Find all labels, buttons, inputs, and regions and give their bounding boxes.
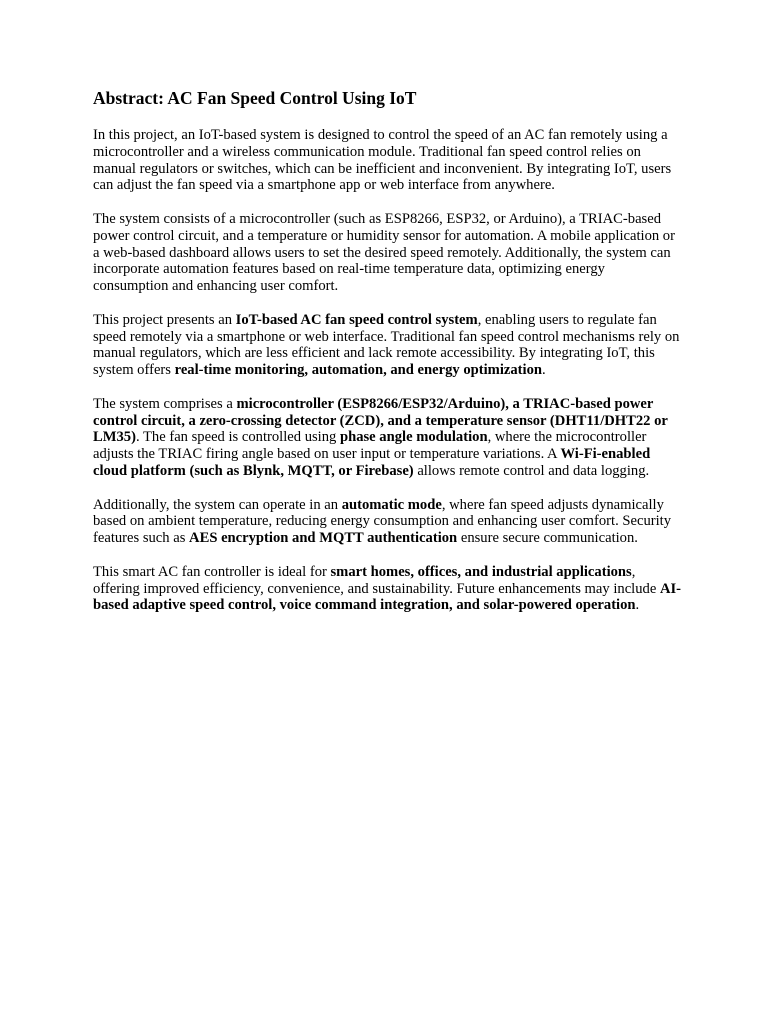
text-run: The system consists of a microcontroller (such as ESP8266, ESP32, or Arduino), a TRIAC-based power control circuit, and a temperature or humidity sensor for automation. A mobile application or a web-based dashboard allows users to set the desired speed remotely. Additionally, the system can incorporate automation features based on real-time temperature data, optimizing energy consumption and enhancing user comfort. [93, 210, 675, 295]
text-run: Additionally, the system can operate in an [93, 496, 342, 513]
bold-run: smart homes, offices, and industrial applications [330, 563, 632, 580]
paragraph-4 [93, 396, 683, 480]
paragraph-1 [93, 127, 683, 194]
bold-run: AES encryption and MQTT authentication [189, 530, 458, 547]
paragraph-2 [93, 211, 683, 295]
bold-run: phase angle modulation [339, 429, 488, 446]
text-run: The system comprises a [93, 395, 237, 412]
text-run: . [542, 362, 546, 379]
bold-run: AI-based adaptive speed control, voice command integration, and solar-powered operation [93, 580, 682, 614]
text-run: , where the microcontroller adjusts the TRIAC firing angle based on user input or temperature variations. A [93, 429, 647, 463]
document-page [93, 88, 683, 631]
document-title: Abstract: AC Fan Speed Control Using IoT [93, 88, 417, 108]
text-run: In this project, an IoT-based system is designed to control the speed of an AC fan remotely using a microcontroller and a wireless communication module. Traditional fan speed control relies on manual regulators or switches, which can be inefficient and inconvenient. By integrating IoT, users can adjust the fan speed via a smartphone app or web interface from anywhere. [93, 127, 672, 194]
bold-run: real-time monitoring, automation, and energy optimization [174, 362, 542, 379]
text-run: , where fan speed adjusts dynamically based on ambient temperature, reducing energy consumption and enhancing user comfort. Security features such as [93, 496, 672, 547]
bold-run: microcontroller (ESP8266/ESP32/Arduino), a TRIAC-based power control circuit, a zero-crossing detector (ZCD), and a temperature sensor (DHT11/DHT22 or LM35) [93, 395, 668, 446]
text-run: This smart AC fan controller is ideal for [93, 563, 331, 580]
text-run: . The fan speed is controlled using [135, 429, 340, 446]
bold-run: automatic mode [341, 496, 442, 513]
text-run: allows remote control and data logging. [413, 462, 650, 479]
bold-run: Wi-Fi-enabled cloud platform (such as Blynk, MQTT, or Firebase) [93, 446, 651, 479]
paragraph-3 [93, 312, 683, 379]
text-run: This project presents an [93, 311, 236, 328]
bold-run: IoT-based AC fan speed control system [235, 311, 478, 328]
paragraph-6 [93, 564, 683, 614]
text-run: , enabling users to regulate fan speed remotely via a smartphone or web interface. Traditional fan speed control mechanisms rely on manual regulators, which are less efficient and lack remote accessibility. By integrating IoT, this system offers [93, 311, 680, 379]
text-run: , offering improved efficiency, convenience, and sustainability. Future enhancements may include [93, 563, 660, 597]
text-run: ensure secure communication. [457, 530, 638, 547]
text-run: . [635, 597, 640, 614]
paragraph-5 [93, 497, 683, 547]
